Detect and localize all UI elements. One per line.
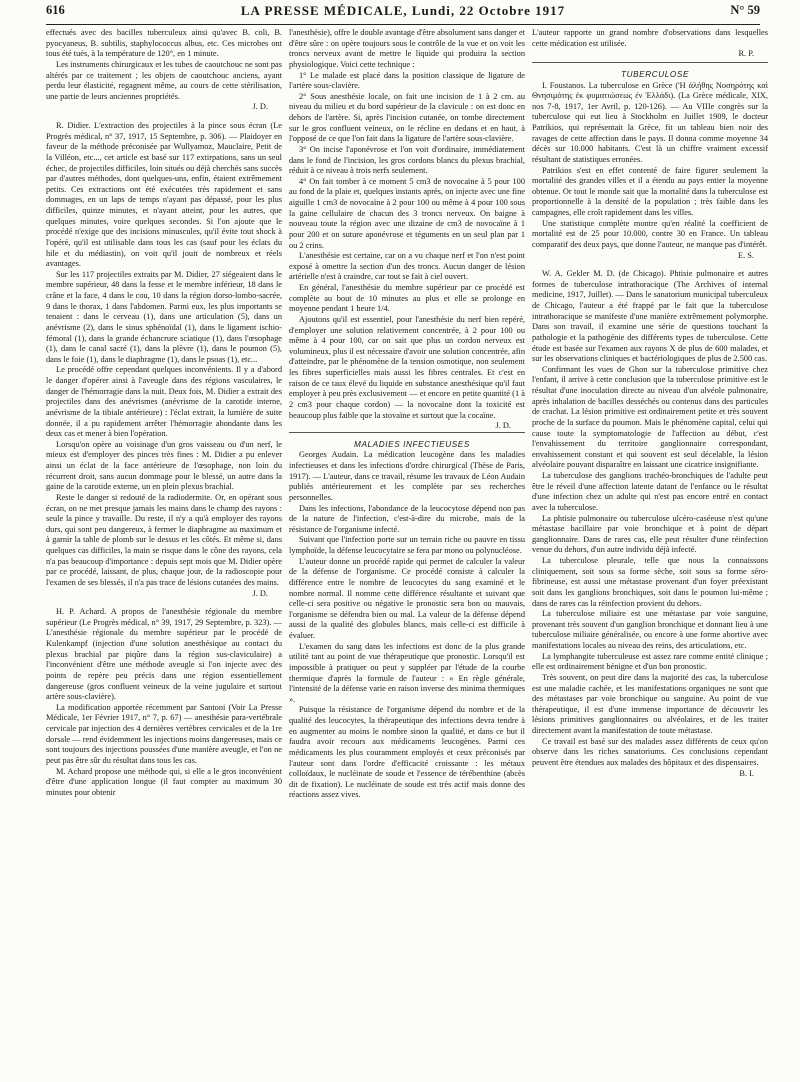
author-signature: J. D. bbox=[495, 421, 511, 431]
paragraph: L'auteur rapporte un grand nombre d'observations dans lesquelles cette médication est utilisée. bbox=[532, 28, 768, 48]
article-audain: Georges Audain. La médication leucogène dans les maladies infectieuses et dans les infections d'ordre chirurgical (Thèse de Paris, 1917). — L'auteur, dans ce travail, résume les travaux de Léon Audain publiés antérieurement et les complète par ses recherches personnelles. bbox=[289, 450, 525, 502]
author-signature: R. P. bbox=[738, 49, 754, 59]
author-signature: J. D. bbox=[252, 588, 268, 598]
paragraph: La lymphangite tuberculeuse est assez rare comme entité clinique ; elle est ordinairement bénigne et d'un bon pronostic. bbox=[532, 651, 768, 672]
section-heading-tuberculose: TUBERCULOSE bbox=[532, 62, 768, 81]
journal-title: LA PRESSE MÉDICALE, Lundi, 22 Octobre 1917 bbox=[240, 3, 566, 18]
paragraph: Sur les 117 projectiles extraits par M. Didier, 27 siégeaient dans le membre supérieur, 48 dans la fesse et le membre inférieur, 18 dans le crâne et la face, 4 dans le cou, 10 dans la région dorso-lombo-sacrée, 9 dans le thorax, 1 dans l'abdomen. Parmi eux, les plus importants se tenaient : dans le cerveau (1), dans une articulation (5), dans un anévrisme (2), dans le sinus sphénoïdal (1), dans le ligament ischio-fémoral (1), dans la grande échancrure sciatique (1), dans l'œsophage (1), dans le canal sacré (1), dans la plèvre (1), dans le poumon (5), dans le foie (1), dans le diaphragme (1), dans le psoas (1), etc... bbox=[46, 269, 282, 364]
paragraph: 4° On fait tomber à ce moment 5 cm3 de novocaïne à 5 pour 100 au fond de la plaie et, quelques instants après, on injecte avec une fine aiguille 1 cm3 de novocaïne à 2 pour 100 ou même à 4 pour 100 sous la gaine cellulaire de chacun des 3 troncs nerveux. On baigne à nouveau toute la région avec une dizaine de cm3 de novocaïne à 1 pour 200 et on suture aponévrose et téguments en un seul plan par 1 ou 2 crins. bbox=[289, 176, 525, 250]
paragraph: La modification apportée récemment par Santoni (Voir La Presse Médicale, 1er Février 1917, n° 7, p. 67) — anesthésie para-vertébrale cervicale par injection des 4 dernières vertèbres cervicales et de la 1re dorsale — rend évidemment les injections moins dangereuses, mais ce sont toujours des injections poussées d'une manière aveugle, et l'on ne peut pas être sûr du résultat dans tous les cas. bbox=[46, 702, 282, 765]
paragraph: Reste le danger si redouté de la radiodermite. Or, en opérant sous écran, on ne met presque jamais les mains dans le champ des rayons : seule la pince y travaille. Du reste, il n'y a qu'à employer des rayons durs, qui sont peu dangereux, à fermer le diaphragme au maximum et à garnir la table de plomb sur le dessus et les côtés. Et même si, dans quelques cas difficiles, la main se risque dans le cône des rayons, cela n'a pas beaucoup d'importance : depuis sept mois que M. Didier opère par ce procédé, laissant, de plus, chaque jour, de la radioscopie pour l'examen de ses blessés, il n'a pas trace de lésions cutanées des mains. bbox=[46, 492, 282, 587]
paragraph: Confirmant les vues de Ghon sur la tuberculose primitive chez l'enfant, il arrive à cette conclusion que la tuberculose primitive est le résultat d'une inoculation directe au niveau d'un alvéole pulmonaire, après inhalation de bacilles desséchés ou contenus dans des particules de crachat. La lésion primitive est ordinairement petite et très souvent proche de la surface du poumon. Mais le phénomène capital, celui qui cause toute la symptomatologie de l'affection au début, c'est l'envahissement du territoire ganglionnaire correspondant, envahissement constant et qui souvent est seul décelable, la lésion alvéolaire pouvant disparaître en laissant une cicatrice insignifiante. bbox=[532, 364, 768, 470]
column-1 bbox=[46, 28, 282, 1078]
issue-number: N° 59 bbox=[730, 3, 760, 17]
page-header bbox=[46, 2, 760, 25]
article-achard: H. P. Achard. A propos de l'anesthésie régionale du membre supérieur (Le Progrès médical, n° 39, 1917, 29 Septembre, p. 323). — L'anesthésie régionale du membre supérieur par le procédé de Kulenkampf (injection d'une solution anesthésique au contact du plexus brachial par piqûre dans la région sus-claviculaire) a l'inconvénient d'être une méthode aveugle si l'on injecte avec des points de repère peu précis dans une région essentiellement dangereuse (gros confluent veineux de la veine jugulaire et surtout artère sous-clavière). bbox=[46, 607, 282, 702]
paragraph: La phtisie pulmonaire ou tuberculose ulcéro-caséeuse n'est qu'une métastase bacillaire par voie bronchique et à point de départ ganglionnaire. Dans de rares cas, elle peut résulter d'une réinfection venue du dehors, d'un autre individu déjà infecté. bbox=[532, 513, 768, 555]
paragraph: Les instruments chirurgicaux et les tubes de caoutchouc ne sont pas altérés par ce traitement ; les objets de caoutchouc anciens, ayant perdu leur élasticité, regagnent même, au cours de cette stérilisation, une partie de leurs anciennes propriétés. bbox=[46, 59, 282, 101]
column-2 bbox=[289, 28, 525, 1078]
paragraph: 1° Le malade est placé dans la position classique de ligature de l'artère sous-clavière. bbox=[289, 70, 525, 91]
paragraph: En général, l'anesthésie du membre supérieur par ce procédé est complète au bout de 10 minutes au plus et elle se prolonge en moyenne pendant 1 heure 1/4. bbox=[289, 283, 525, 314]
paragraph: Dans les infections, l'abondance de la leucocytose dépend non pas de la nature de l'infection, c'est-à-dire du microbe, mais de la résistance de l'organisme infecté. bbox=[289, 503, 525, 534]
paragraph: L'anesthésie est certaine, car on a vu chaque nerf et l'on n'est point exposé à omettre la section d'un des troncs. Aucun danger de lésion artérielle n'est à craindre, car tout se fait à ciel ouvert. bbox=[289, 251, 525, 282]
author-signature: J. D. bbox=[252, 102, 268, 112]
text-columns bbox=[46, 28, 768, 1078]
article-gekler: W. A. Gekler M. D. (de Chicago). Phtisie pulmonaire et autres formes de tuberculose intrathoracique (The Archives of internal medicine, 1917, Juillet). — Dans le sanatorium municipal tuberculeux de Chicago, l'auteur a été frappé par le fait que la tuberculose intrathoracique se manifeste d'une manière extrêmement polymorphe. Dans son travail, il examine une série de questions touchant la pathologie et la pathogénie des différents types de tuberculose. Cette étude est basée sur l'examen aux rayons X de plus de 600 malades, et sur les observations cliniques et bactériologiques de plus de 2.500 cas. bbox=[532, 269, 768, 364]
paragraph: L'examen du sang dans les infections est donc de la plus grande utilité tant au point de vue thérapeutique que pronostic. Lorsqu'il est impossible à pratiquer ou peut y suppléer par l'étude de la courbe thermique d'après la formule de l'auteur : « En règle générale, l'intensité de la défense varie en raison inverse des minima thermiques ». bbox=[289, 641, 525, 704]
column-3 bbox=[532, 28, 768, 1078]
paragraph: La tuberculose miliaire est une métastase par voie sanguine, provenant très souvent d'un ganglion bronchique et donnant lieu à une tuberculose miliaire généralisée, ou encore à une forme abortive avec manifestations locales au niveau des reins, des articulations, etc. bbox=[532, 609, 768, 650]
paragraph: l'anesthésie), offre le double avantage d'être absolument sans danger et d'être sûre : on opère toujours sous le contrôle de la vue et on voit les troncs nerveux avant de mettre le liquide qui produira la section physiologique. Voici cette technique : bbox=[289, 28, 525, 69]
paragraph: M. Achard propose une méthode qui, si elle a le gros inconvénient d'être d'une application longue (il faut compter au maximum 30 minutes pour obtenir bbox=[46, 766, 282, 797]
paragraph: L'auteur donne un procédé rapide qui permet de calculer la valeur de la défense de l'organisme. Ce procédé consiste à calculer la différence entre le nombre de leucocytes du sang examiné et le nombre normal. Il nomme cette différence résultante et suivant que celle-ci sera positive ou négative le pronostic sera bon ou mauvais, l'organisme se défendra bien ou mal. La valeur de la défense dépend aussi de la qualité des globules blancs, mais celle-ci est difficile à évaluer. bbox=[289, 556, 525, 640]
paragraph: Lorsqu'on opère au voisinage d'un gros vaisseau ou d'un nerf, le mieux est d'employer des pinces très fines : M. Didier a pu enlever ainsi un éclat de la face antérieure de l'œsophage, non loin du récurrent droit, sans aucun dommage pour le blessé, un autre dans la gaine de la carotide externe, un en plein plexus brachial. bbox=[46, 439, 282, 492]
author-signature: E. S. bbox=[738, 250, 754, 260]
paragraph: Le procédé offre cependant quelques inconvénients. Il y a d'abord le danger d'opérer ainsi à l'aveugle dans des régions vasculaires, le danger de l'hémorragie dans la nuit. Deux fois, M. Didier a extrait des projectiles dans des anévrismes (anévrisme de la carotide interne, anévrisme de la tibiale antérieure) : l'éclat extrait, la lumière de suite donnée, il a pu rapidement arrêter l'hémorragie abondante dans les deux cas et mener à bien l'opération. bbox=[46, 365, 282, 439]
paragraph: Très souvent, on peut dire dans la majorité des cas, la tuberculose est une maladie cachée, et les manifestations organiques ne sont que des métastases par voie bronchique ou sanguine. Au point de vue thérapeutique, il est d'une immense importance de découvrir les lésions primitives ganglionnaires ou alvéolaires, et de les traiter directement avant la manifestation de toute métastase. bbox=[532, 672, 768, 735]
section-heading-maladies-infectieuses: MALADIES INFECTIEUSES bbox=[289, 432, 525, 451]
article-foustanos: I. Foustanos. La tuberculose en Grèce ('Η ἀλήθης Νοσηρότης καὶ Θνησιμότης ἐκ φυματιώσεως ἐν Ἑλλάδι). (La Grèce médicale, XIX, nos 7-8, 1917, 1er Avril, p. 120-126). — Au VIIIe congrès sur la tuberculose qui eut lieu à Stockholm en Juillet 1909, le docteur Patrikios, qui représentait la Grèce, fit un tableau bien noir des ravages de cette affection dans le pays. Il donna comme moyenne 34 décès sur 10.000 habitants. C'est là un chiffre vraiment excessif résultant de statistiques erronées. bbox=[532, 80, 768, 164]
paragraph: La tuberculose pleurale, telle que nous la connaissons cliniquement, soit sous sa forme sèche, soit sous sa forme séro-fibrineuse, est aussi une métastase provenant d'un foyer préexistant soit dans les ganglions bronchiques, soit dans le poumon lui-même ; dans de rares cas la réinfection provient du dehors. bbox=[532, 556, 768, 608]
article-didier: R. Didier. L'extraction des projectiles à la pince sous écran (Le Progrès médical, n° 37, 1917, 15 Septembre, p. 306). — Plaidoyer en faveur de la méthode préconisée par Wullyamoz, Mauclaire, Petit de la Villéon, etc..., cet article est basé sur 117 extirpations, sans un seul échec, de projectiles difficiles, loin situés ou déjà cherchés sans succès par d'autres méthodes, dont quelques-uns, enfin, étaient extrêmement petits. Ces extractions ont été exécutées très rapidement et sans dommages, en un laps de temps n'ayant pas dépassé, pour les plus difficiles, quinze minutes, et n'ayant atteint, pour les autres, que quelques minutes, voire quelques secondes. Si l'on ajoute que le procédé n'exige que des incisions minuscules, qu'il évite tout shock à l'opéré, qu'il est utilisable dans tous les cas (sauf pour les éclats du hile et du médiastin), on voit qu'il jouit de nombreux et réels avantages. bbox=[46, 121, 282, 269]
page-number: 616 bbox=[46, 3, 65, 17]
paragraph: Suivant que l'infection porte sur un terrain riche ou pauvre en tissu lymphoïde, la défense leucocytaire se fera par mono ou polynucléose. bbox=[289, 535, 525, 555]
paragraph: 3° On incise l'aponévrose et l'on voit d'ordinaire, immédiatement dans le fond de l'incision, les gros cordons blancs du plexus brachial, réduit à ce niveau à trois nerfs seulement. bbox=[289, 144, 525, 176]
paragraph: Puisque la résistance de l'organisme dépend du nombre et de la qualité des leucocytes, la thérapeutique des infections devra tendre à en augmenter au moins le nombre sinon la qualité, et dans ce but il faudra avoir recours aux médicaments leucogènes. Parmi ces médicaments les plus couramment employés et ceux préconisés par l'auteur sont dans l'ordre d'efficacité croissante : les métaux colloïdaux, le nucléinate de soude et l'essence de térébenthine (abcès dit de fixation). Le nucléinate de soude est très actif mais donne des réactions assez vives. bbox=[289, 705, 525, 800]
paragraph: La tuberculose des ganglions trachéo-bronchiques de l'adulte peut être le réveil d'une affection latente datant de l'enfance ou le résultat d'une infection chez un adulte qui n'est pas encore entré en contact avec la tuberculose. bbox=[532, 471, 768, 512]
paragraph: 2° Sous anesthésie locale, on fait une incision de 1 à 2 cm. au niveau du milieu et du bord supérieur de la clavicule : on est donc en dehors de l'artère. Si, après l'incision cutanée, on tombe directement sur le gros confluent veineux, on le récline en dedans et en haut, à l'opposé de ce que l'on fait dans la ligature de l'artère sous-clavière. bbox=[289, 91, 525, 144]
paragraph: Ajoutons qu'il est essentiel, pour l'anesthésie du nerf bien repéré, d'employer une solution relativement concentrée, à 2 pour 100 ou même à 4 pour 100, car on sait que plus un cordon nerveux est volumineux, plus il est nécessaire d'avoir une solution concentrée, afin d'atteindre, par le phénomène de la tension osmotique, non seulement les fibres superficielles mais aussi les fibres centrales. Et c'est en raison de ce taux élevé du liquide en substance anesthésique qu'il faut employer à peu près exclusivement — et encore en petite quantité (1 à 2 cm3 pour chaque cordon) — la novocaïne dont la toxicité est beaucoup plus faible que la stovaïne et surtout que la cocaïne. bbox=[289, 314, 525, 420]
paragraph: Une statistique complète montre qu'en réalité la coefficient de mortalité est de 25 pour 10.000, contre 30 en France. Un tableau comparatif des deux pays, que donne l'auteur, ne manque pas d'intérêt. bbox=[532, 218, 768, 249]
paragraph: Patrikios s'est en effet contenté de faire figurer seulement la mortalité des grandes villes et il a étendu au pays entier la moyenne obtenue. Or tout le monde sait que la mortalité dans la tuberculose est proportionnelle à la densité de la population ; très faible dans les campagnes, elle croît rapidement dans les villes. bbox=[532, 165, 768, 217]
author-signature: B. I. bbox=[739, 768, 754, 778]
paragraph: effectués avec des bacilles tuberculeux ainsi qu'avec B. coli, B. pyocyaneus, B. subtilis, staphylococcus albus, etc. Ces microbes ont tous été tués, à la température de 120°, en 1 minute. bbox=[46, 28, 282, 59]
paragraph: Ce travail est basé sur des malades assez différents de ceux qu'on observe dans les riches sanatoriums. Ces conclusions cependant peuvent être étendues aux malades des hôpitaux et des dispensaires. bbox=[532, 736, 768, 767]
